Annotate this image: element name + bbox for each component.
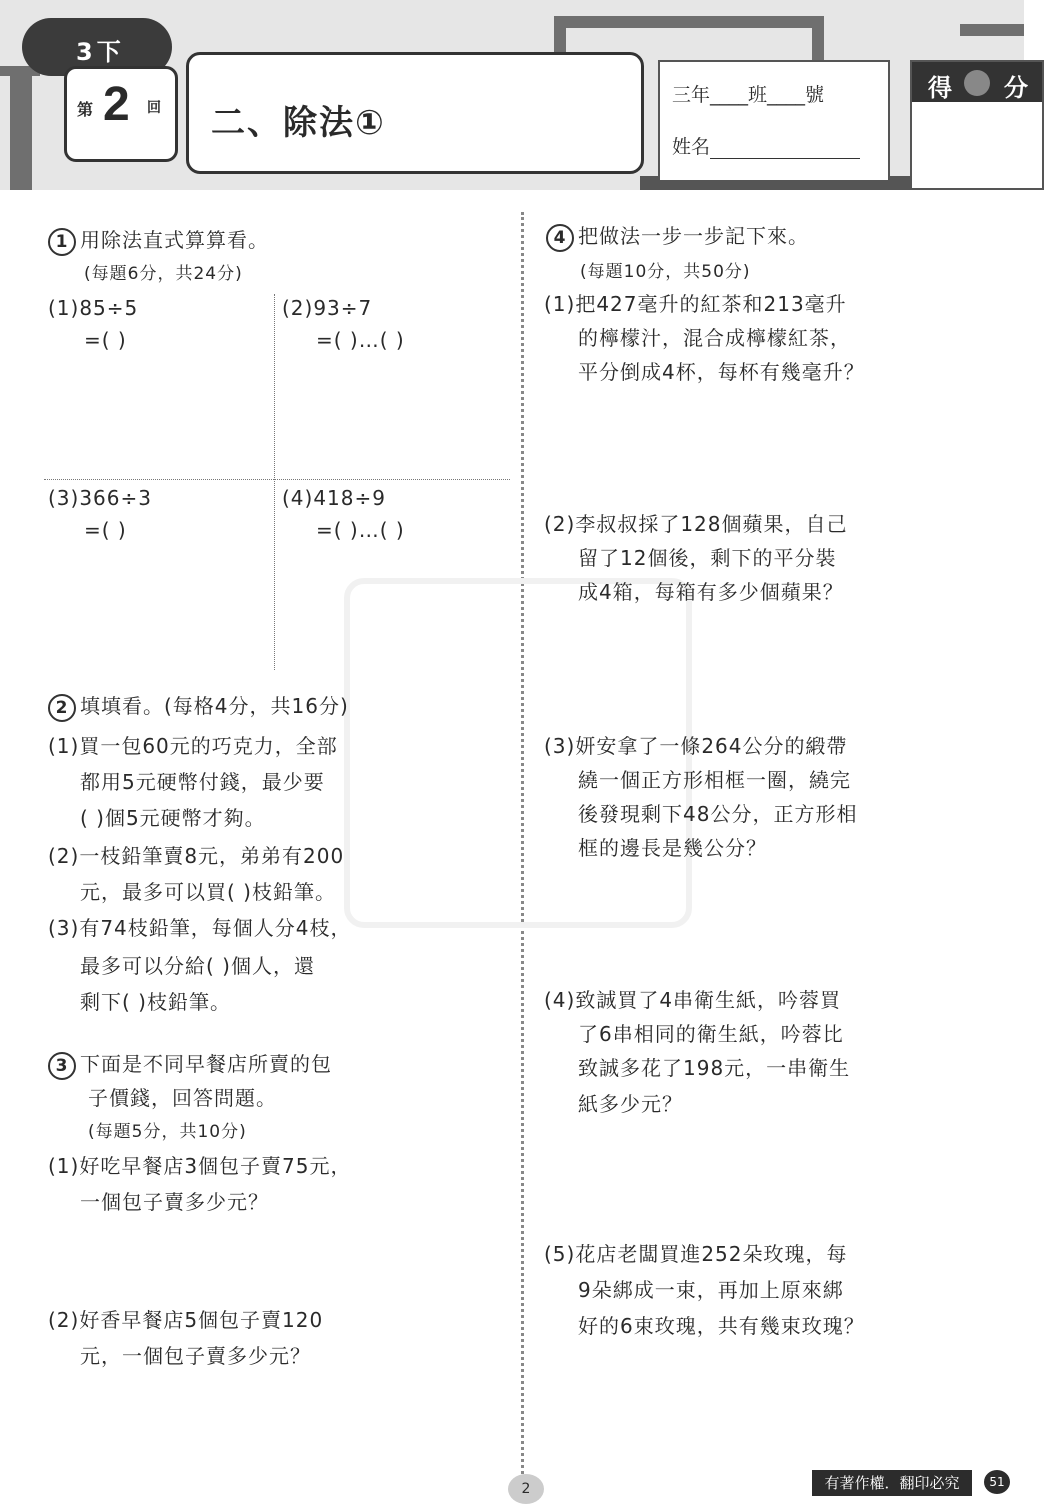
grid-divider-vertical	[274, 294, 275, 670]
s4-q4-line1: (4)致誠買了4串衛生紙，吟蓉買	[544, 988, 842, 1012]
s1-q1: (1)85÷5	[48, 296, 139, 320]
section2-instruction: 填填看。(每格4分，共16分)	[80, 694, 349, 718]
student-info-box	[658, 60, 890, 182]
section4-heading	[546, 222, 809, 252]
copyright-notice: 有著作權．翻印必究	[812, 1470, 972, 1496]
score-label: 得	[928, 74, 952, 102]
s4-q4-line4: 紙多少元？	[578, 1092, 683, 1116]
section4-instruction: 把做法一步一步記下來。	[578, 224, 809, 248]
s1-q4: (4)418÷9	[282, 486, 386, 510]
name-underline	[710, 140, 860, 159]
section3-number: 3	[48, 1052, 76, 1080]
round-suffix: 回	[147, 100, 161, 116]
section3-heading	[48, 1050, 332, 1080]
s1-q2-answer[interactable]: =( )…( )	[316, 328, 405, 352]
page-number: 51	[984, 1470, 1010, 1494]
title-box	[186, 52, 644, 174]
s3-q1-line2: 一個包子賣多少元？	[80, 1190, 269, 1214]
s3-q2-line2: 元，一個包子賣多少元？	[80, 1344, 311, 1368]
section2-heading	[48, 692, 349, 722]
s1-q2: (2)93÷7	[282, 296, 373, 320]
name-field[interactable]	[672, 132, 860, 159]
s4-q2-line2: 留了12個後，剩下的平分裝	[578, 546, 837, 570]
name-label: 姓名	[672, 136, 711, 158]
s1-q3-answer[interactable]: =( )	[84, 518, 127, 542]
s2-q2-line1: (2)一枝鉛筆賣8元，弟弟有200	[48, 844, 345, 868]
s4-q5-line2: 9朵綁成一束，再加上原來綁	[578, 1278, 844, 1302]
s4-q5-line3: 好的6束玫瑰，共有幾束玫瑰？	[578, 1314, 865, 1338]
section1-heading	[48, 226, 269, 256]
class-field[interactable]: 三年____班____號	[672, 84, 825, 106]
s2-q3-line1: (3)有74枝鉛筆，每個人分4枝，	[48, 916, 352, 940]
pipe-decoration	[10, 70, 32, 190]
s4-q3-line2: 繞一個正方形相框一圈，繞完	[578, 768, 851, 792]
section3-points: (每題5分，共10分)	[88, 1122, 247, 1142]
pipe-decoration	[812, 16, 824, 62]
section1-number: 1	[48, 228, 76, 256]
gauge-icon	[964, 70, 990, 96]
s2-q1-line3[interactable]: ( )個5元硬幣才夠。	[80, 806, 266, 830]
s4-q4-line3: 致誠多花了198元，一串衛生	[578, 1056, 851, 1080]
s2-q1-line1: (1)買一包60元的巧克力，全部	[48, 734, 338, 758]
section1-points: (每題6分，共24分)	[84, 264, 243, 284]
s4-q4-line2: 了6串相同的衛生紙，吟蓉比	[578, 1022, 844, 1046]
section2-number: 2	[48, 694, 76, 722]
score-box	[910, 60, 1044, 190]
s4-q5-line1: (5)花店老闆買進252朵玫瑰，每	[544, 1242, 848, 1266]
s4-q2-line3: 成4箱，每箱有多少個蘋果？	[578, 580, 844, 604]
page-number-center: 2	[508, 1474, 544, 1504]
section3-instruction-line2: 子價錢，回答問題。	[88, 1086, 277, 1110]
s2-q3-line3[interactable]: 剩下( )枝鉛筆。	[80, 990, 231, 1014]
pipe-decoration	[554, 16, 824, 28]
s2-q3-line2[interactable]: 最多可以分給( )個人，還	[80, 954, 315, 978]
s2-q1-line2: 都用5元硬幣付錢，最少要	[80, 770, 325, 794]
s4-q2-line1: (2)李叔叔採了128個蘋果，自己	[544, 512, 848, 536]
round-box	[64, 66, 178, 162]
s4-q1-line2: 的檸檬汁，混合成檸檬紅茶，	[578, 326, 851, 350]
s4-q3-line1: (3)妍安拿了一條264公分的緞帶	[544, 734, 848, 758]
s1-q1-answer[interactable]: =( )	[84, 328, 127, 352]
s4-q3-line3: 後發現剩下48公分，正方形相	[578, 802, 858, 826]
grade-label: 3下	[76, 38, 125, 66]
page-header	[0, 0, 1028, 190]
s4-q3-line4: 框的邊長是幾公分？	[578, 836, 767, 860]
section3-instruction-line1: 下面是不同早餐店所賣的包	[80, 1052, 332, 1076]
section4-points: (每題10分，共50分)	[580, 262, 751, 282]
s3-q2-line1: (2)好香早餐店5個包子賣120	[48, 1308, 324, 1332]
s4-q1-line3: 平分倒成4杯，每杯有幾毫升？	[578, 360, 865, 384]
page-title: 二、除法①	[211, 103, 386, 143]
s3-q1-line1: (1)好吃早餐店3個包子賣75元，	[48, 1154, 352, 1178]
pipe-decoration	[554, 16, 566, 56]
s4-q1-line1: (1)把427毫升的紅茶和213毫升	[544, 292, 847, 316]
grid-divider-horizontal	[44, 479, 510, 480]
score-label-2: 分	[1004, 74, 1028, 102]
round-prefix: 第	[77, 100, 94, 119]
s1-q3: (3)366÷3	[48, 486, 152, 510]
section4-number: 4	[546, 224, 574, 252]
s1-q4-answer[interactable]: =( )…( )	[316, 518, 405, 542]
score-header	[912, 62, 1042, 102]
s2-q2-line2[interactable]: 元，最多可以買( )枝鉛筆。	[80, 880, 336, 904]
round-number: 2	[103, 78, 130, 131]
pipe-decoration	[960, 24, 1024, 36]
section1-instruction: 用除法直式算算看。	[80, 228, 269, 252]
